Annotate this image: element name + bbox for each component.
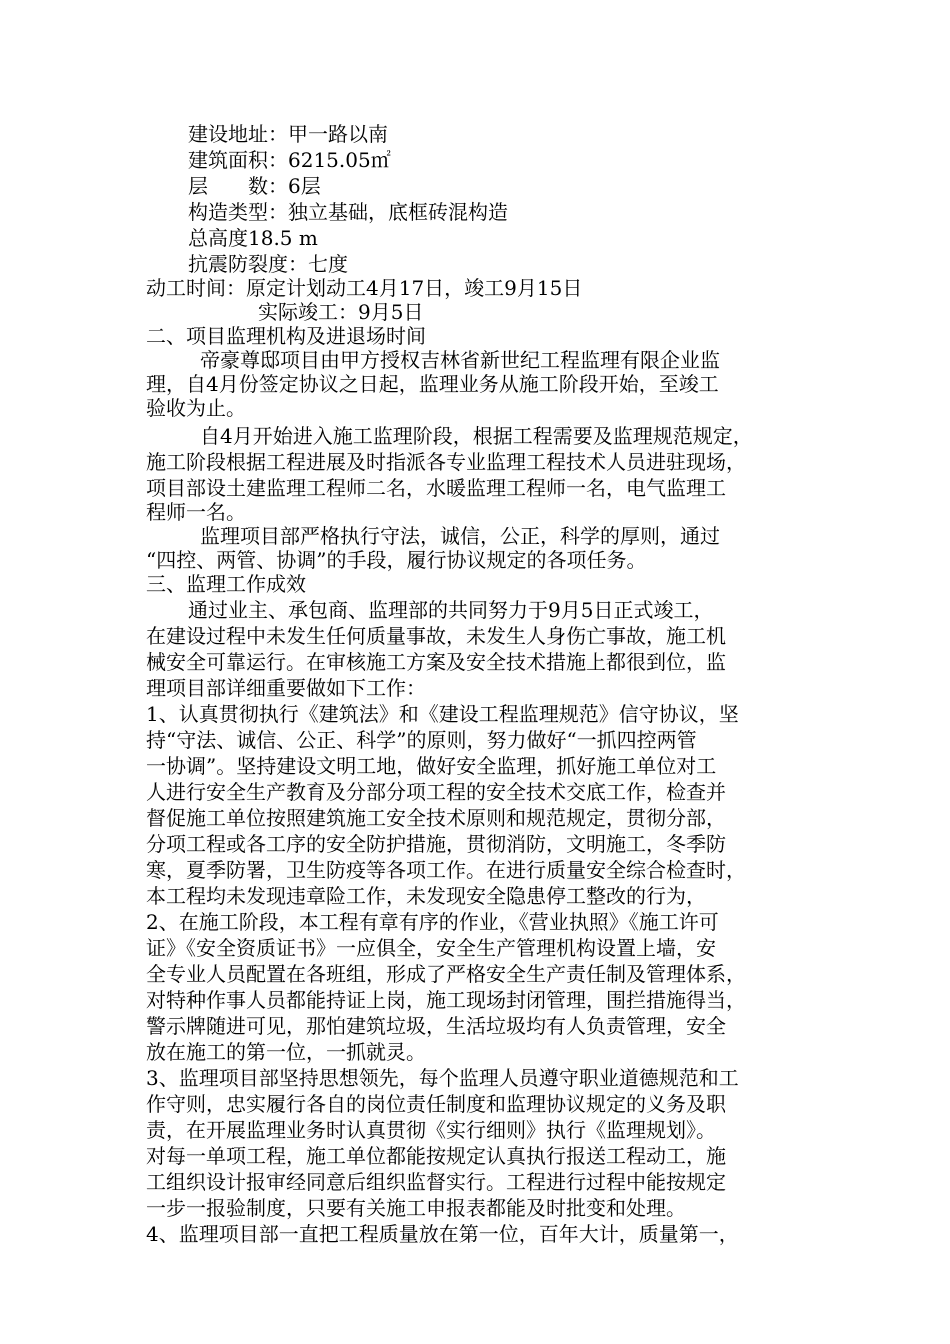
paragraph-line: 2、在施工阶段，本工程有章有序的作业，《营业执照》《施工许可 (146, 910, 719, 934)
schedule-line: 动工时间：原定计划动工4月17日，竣工9月15日 (146, 276, 583, 300)
paragraph-line: 全专业人员配置在各班组，形成了严格安全生产责任制及管理体系， (146, 962, 746, 986)
section2-heading: 二、项目监理机构及进退场时间 (146, 324, 426, 348)
floors-line: 层 数：6层 (188, 174, 321, 198)
address-line: 建设地址：甲一路以南 (188, 122, 388, 146)
paragraph-line: 分项工程或各工序的安全防护措施，贯彻消防，文明施工，冬季防 (146, 832, 726, 856)
paragraph-line: 寒，夏季防署，卫生防疫等各项工作。在进行质量安全综合检查时， (146, 858, 746, 882)
paragraph-line: 一步一报验制度，只要有关施工申报表都能及时批变和处理。 (146, 1196, 686, 1220)
paragraph-line: 放在施工的第一位，一抓就灵。 (146, 1040, 426, 1064)
actual-completion-line: 实际竣工：9月5日 (258, 300, 424, 324)
paragraph-line: 作守则，忠实履行各自的岗位责任制度和监理协议规定的义务及职 (146, 1092, 726, 1116)
paragraph-line: 证》《安全资质证书》一应俱全，安全生产管理机构设置上墙，安 (146, 936, 716, 960)
paragraph-line: 验收为止。 (146, 396, 246, 420)
paragraph-line: 3、监理项目部坚持思想领先，每个监理人员遵守职业道德规范和工 (146, 1066, 739, 1090)
paragraph-line: 督促施工单位按照建筑施工安全技术原则和规范规定，贯彻分部， (146, 806, 726, 830)
paragraph-line: 本工程均未发现违章险工作，未发现安全隐患停工整改的行为， (146, 884, 706, 908)
paragraph-line: 持“守法、诚信、公正、科学”的原则，努力做好“一抓四控两管 (146, 728, 697, 752)
paragraph-line: 自4月开始进入施工监理阶段，根据工程需要及监理规范规定， (200, 424, 753, 448)
paragraph-line: 理，自4月份签定协议之日起，监理业务从施工阶段开始，至竣工 (146, 372, 719, 396)
paragraph-line: 对特种作事人员都能持证上岗，施工现场封闭管理，围拦措施得当， (146, 988, 746, 1012)
paragraph-line: 人进行安全生产教育及分部分项工程的安全技术交底工作，检查并 (146, 780, 726, 804)
paragraph-line: 对每一单项工程，施工单位都能按规定认真执行报送工程动工，施 (146, 1144, 726, 1168)
seismic-line: 抗震防裂度：七度 (188, 252, 348, 276)
paragraph-line: 在建设过程中未发生任何质量事故，未发生人身伤亡事故，施工机 (146, 624, 726, 648)
paragraph-line: 一协调”。坚持建设文明工地，做好安全监理，抓好施工单位对工 (146, 754, 717, 778)
paragraph-line: 械安全可靠运行。在审核施工方案及安全技术措施上都很到位，监 (146, 650, 726, 674)
paragraph-line: 工组织设计报审经同意后组织监督实行。工程进行过程中能按规定 (146, 1170, 726, 1194)
paragraph-line: 通过业主、承包商、监理部的共同努力于9月5日正式竣工， (188, 598, 714, 622)
paragraph-line: 帝豪尊邸项目由甲方授权吉林省新世纪工程监理有限企业监 (200, 348, 720, 372)
paragraph-line: 监理项目部严格执行守法，诚信，公正，科学的厚则，通过 (200, 524, 720, 548)
paragraph-line: 程师一名。 (146, 500, 246, 524)
paragraph-line: 警示牌随进可见，那怕建筑垃圾，生活垃圾均有人负责管理，安全 (146, 1014, 726, 1038)
paragraph-line: 4、监理项目部一直把工程质量放在第一位，百年大计，质量第一， (146, 1222, 739, 1246)
structure-line: 构造类型：独立基础，底框砖混构造 (188, 200, 508, 224)
paragraph-line: 理项目部详细重要做如下工作： (146, 676, 426, 700)
paragraph-line: 施工阶段根据工程进展及时指派各专业监理工程技术人员进驻现场， (146, 450, 746, 474)
paragraph-line: “四控、两管、协调”的手段，履行协议规定的各项任务。 (146, 548, 647, 572)
area-line: 建筑面积：6215.05㎡ (188, 148, 391, 172)
paragraph-line: 项目部设土建监理工程师二名，水暖监理工程师一名，电气监理工 (146, 476, 726, 500)
section3-heading: 三、监理工作成效 (146, 572, 306, 596)
height-line: 总高度18.5 m (188, 226, 318, 250)
paragraph-line: 责，在开展监理业务时认真贯彻《实行细则》执行《监理规划》。 (146, 1118, 716, 1142)
paragraph-line: 1、认真贯彻执行《建筑法》和《建设工程监理规范》信守协议，坚 (146, 702, 739, 726)
